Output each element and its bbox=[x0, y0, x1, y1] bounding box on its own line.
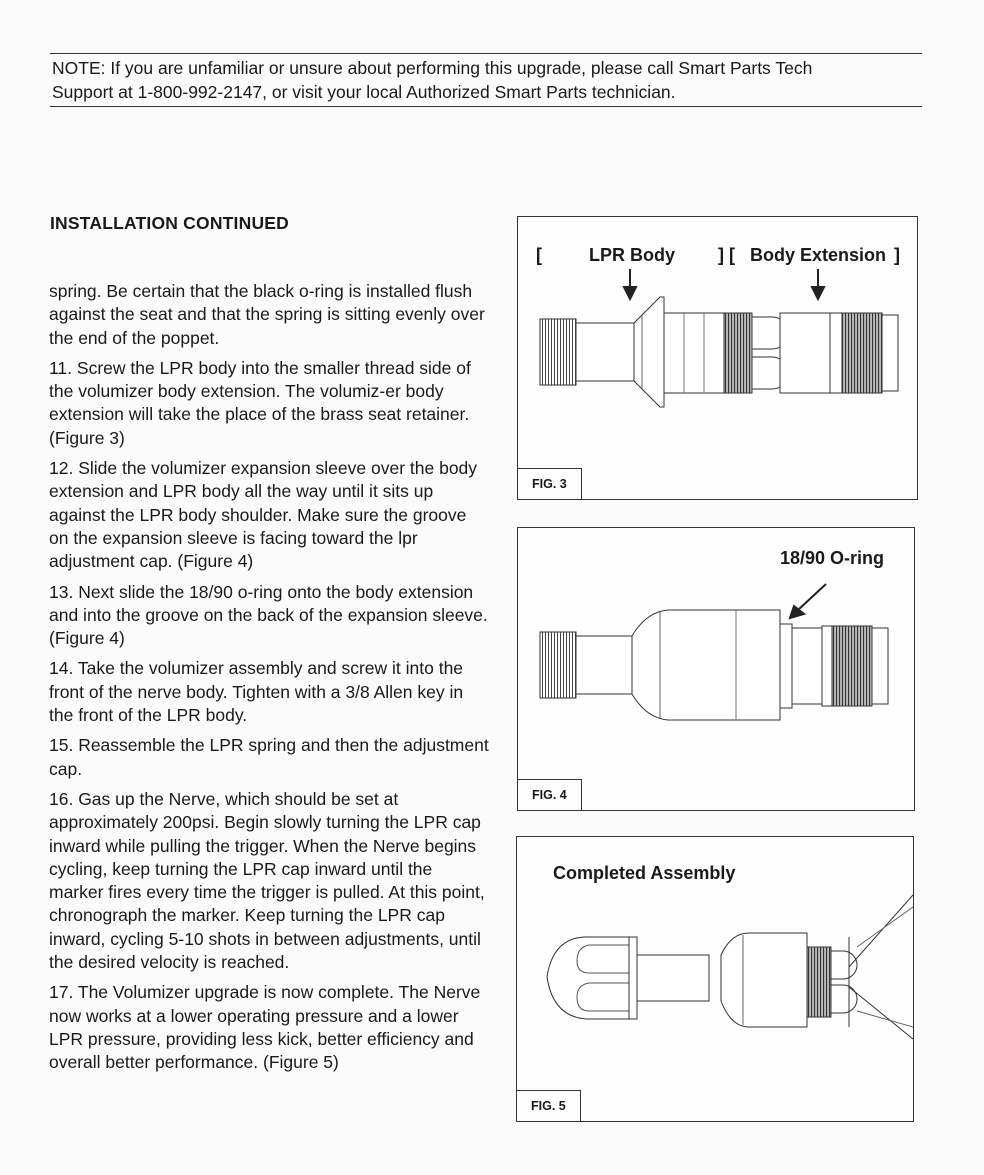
fig4-drawing bbox=[518, 528, 914, 810]
paragraph-step-16: 16. Gas up the Nerve, which should be set at approximately 200psi. Begin slowly turning the LPR cap inward while pulling the trigger. When the Nerve begins cycling, keep turning the LPR cap inward until the marker fires every time the trigger is pulled. At this point, chronograph the marker. Keep turning the LPR cap inward, cycling 5-10 shots in between adjustments, until the desired velocity is reached. bbox=[49, 788, 485, 973]
figure-4 bbox=[517, 527, 915, 811]
note-banner bbox=[50, 53, 922, 107]
fig3-body-extension-label: Body Extension bbox=[750, 245, 887, 265]
note-line-2: Support at 1-800-992-2147, or visit your local Authorized Smart Parts technician. bbox=[52, 82, 676, 102]
instructions-text bbox=[49, 280, 489, 1082]
paragraph-step-14: 14. Take the volumizer assembly and screw it into the front of the nerve body. Tighten with a 3/8 Allen key in the front of the LPR body. bbox=[49, 658, 464, 726]
fig4-label: FIG. 4 bbox=[518, 779, 582, 810]
fig3-label: FIG. 3 bbox=[518, 468, 582, 499]
figure-5 bbox=[516, 836, 914, 1122]
fig5-title: Completed Assembly bbox=[553, 863, 736, 883]
paragraph-step-13: 13. Next slide the 18/90 o-ring onto the body extension and into the groove on the back of the expansion sleeve. (Figure 4) bbox=[49, 581, 488, 649]
fig3-lpr-body-label: LPR Body bbox=[589, 245, 676, 265]
fig5-drawing bbox=[517, 837, 913, 1121]
fig3-arrow-lpr bbox=[624, 269, 636, 299]
note-line-1: NOTE: If you are unfamiliar or unsure about performing this upgrade, please call Smart Parts Tech bbox=[52, 58, 813, 78]
fig3-arrow-extension bbox=[812, 269, 824, 299]
fig5-label: FIG. 5 bbox=[517, 1090, 581, 1121]
fig4-arrow-oring bbox=[790, 584, 826, 618]
figure-3 bbox=[517, 216, 918, 500]
paragraph-step-11: 11. Screw the LPR body into the smaller thread side of the volumizer body extension. The volumiz-er body extension will take the place of the brass seat retainer. (Figure 3) bbox=[49, 357, 471, 448]
section-heading: INSTALLATION CONTINUED bbox=[50, 213, 290, 233]
fig3-drawing bbox=[518, 217, 917, 499]
paragraph-step-15: 15. Reassemble the LPR spring and then the adjustment cap. bbox=[49, 735, 489, 779]
fig3-mid-brackets: ] [ bbox=[718, 245, 735, 265]
paragraph-step-12: 12. Slide the volumizer expansion sleeve over the body extension and LPR body all the way until it sits up against the LPR body shoulder. Make sure the groove on the expansion sleeve is facing toward the lpr adjustment cap. (Figure 4) bbox=[49, 458, 478, 572]
paragraph-spring: spring. Be certain that the black o-ring is installed flush against the seat and that the spring is sitting evenly over the end of the poppet. bbox=[49, 281, 485, 348]
paragraph-step-17: 17. The Volumizer upgrade is now complete. The Nerve now works at a lower operating pressure and a lower LPR pressure, providing less kick, better efficiency and overall better performance. (Figure 5) bbox=[49, 982, 481, 1073]
fig4-oring-label: 18/90 O-ring bbox=[780, 548, 885, 568]
fig3-close-bracket: ] bbox=[894, 245, 900, 265]
fig3-open-bracket: [ bbox=[536, 245, 542, 265]
